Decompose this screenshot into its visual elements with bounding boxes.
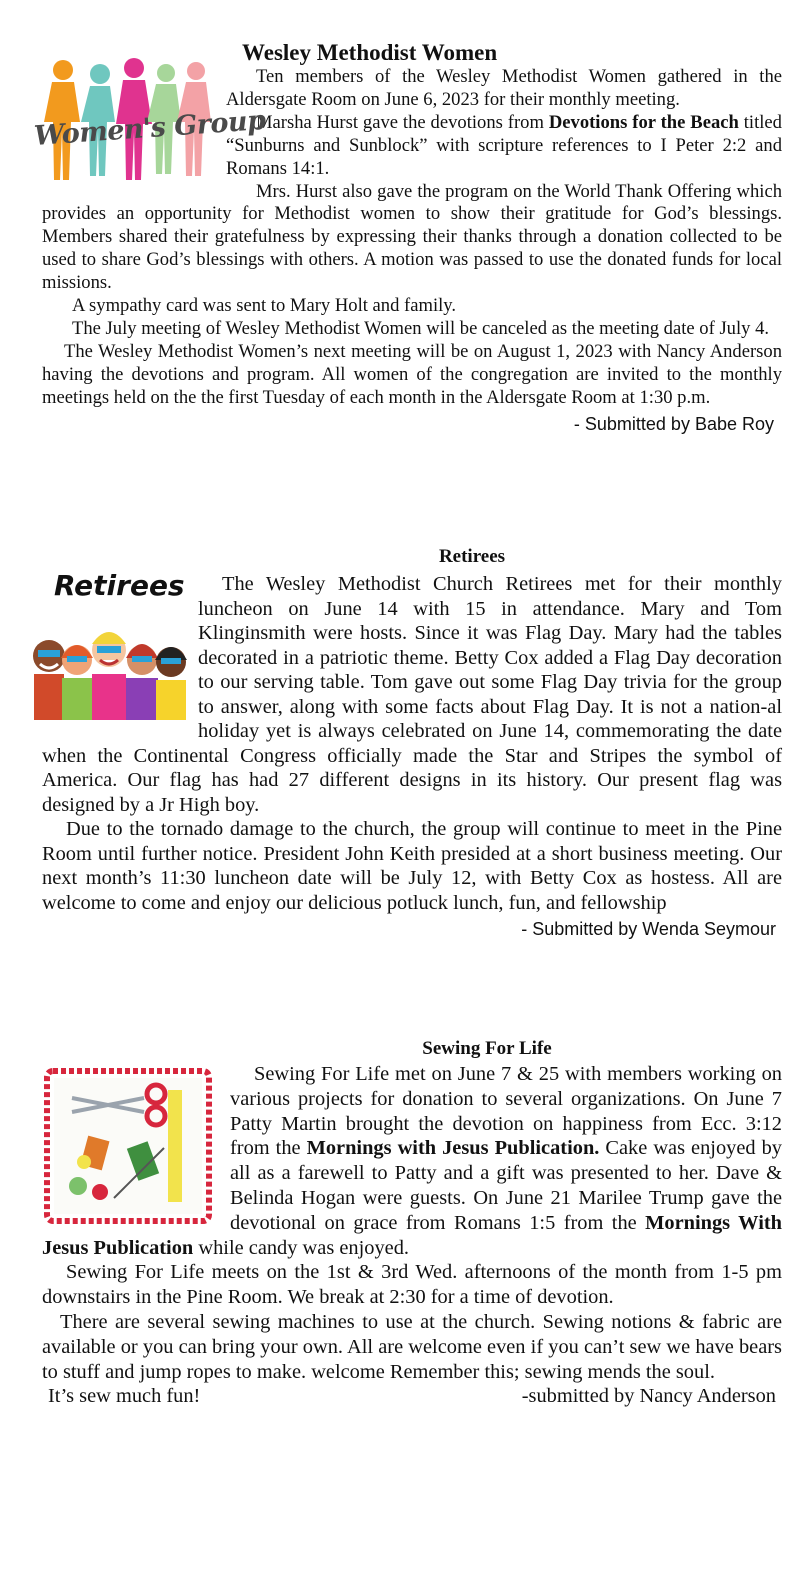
retirees-signature: - Submitted by Wenda Seymour <box>521 919 776 939</box>
retirees-section <box>42 544 782 943</box>
sewing-closing-row <box>42 1384 782 1409</box>
wmw-signature: - Submitted by Babe Roy <box>573 413 774 434</box>
sewing-signature: -submitted by Nancy Anderson <box>521 1385 776 1408</box>
retirees-title: Retirees <box>438 546 506 567</box>
wmw-title: Wesley Methodist Women <box>242 40 498 65</box>
sewing-section <box>42 1036 782 1409</box>
wmw-paragraph-6: The Wesley Methodist Women’s next meeting will be on August 1, 2023 with Nancy Anderson having the devotions and program. All women of the congregation are invited to the monthly meetings held on the the first Tuesday of each month in the Aldersgate Room at 1:30 p.m. <box>42 340 782 408</box>
wmw-section <box>33 40 782 438</box>
sewing-closing: It’s sew much fun! <box>48 1385 201 1408</box>
sewing-paragraph-1: Sewing For Life met on June 7 & 25 with members working on various projects for donation to several organizations. On June 7 Patty Martin brought the devotion on happiness from Ecc. 3:12 from the Mornings with Jesus Publication. Cake was enjoyed by all as a farewell to Patty and a gift was presented to her. Dave & Belinda Hogan were guests. On June 21 Marilee Trump gave the devotional on grace from Romans 1:5 from the Mornings With Jesus Publication while candy was enjoyed. <box>42 1063 783 1259</box>
sewing-notions-icon <box>44 1068 212 1224</box>
wmw-paragraph-1: Ten members of the Wesley Methodist Women gathered in the Aldersgate Room on June 6, 2023 for their monthly meeting. <box>226 66 782 110</box>
sewing-logo <box>44 1068 220 1228</box>
womens-group-logo-text: Women's Group <box>33 104 267 153</box>
retirees-paragraph-2: Due to the tornado damage to the church, the group will continue to meet in the Pine Room until further notice. President John Keith presided at a short business meeting. Our next month’s 11:30 luncheon date will be July 12, with Betty Cox as hostess. All are welcome to come and enjoy our delicious potluck lunch, fun, and fellowship <box>42 818 782 914</box>
retirees-logo-text: Retirees <box>54 569 185 602</box>
sewing-paragraph-2: Sewing For Life meets on the 1st & 3rd Wed. afternoons of the month from 1-5 pm downstairs in the Pine Room. We break at 2:30 for a time of devotion. <box>42 1261 782 1309</box>
wmw-paragraph-5: The July meeting of Wesley Methodist Women will be canceled as the meeting date of July 4. <box>72 317 770 339</box>
wmw-paragraph-3: Mrs. Hurst also gave the program on the World Thank Offering which provides an opportunity for Methodist women to show their gratitude for God’s blessings. Members shared their gratefulness by expressing their thanks through a donation collected to be used to share God’s blessings with others. A motion was passed to use the donated funds for local missions. <box>42 180 782 294</box>
retirees-logo <box>32 569 188 720</box>
wmw-paragraph-4: A sympathy card was sent to Mary Holt and family. <box>72 295 457 317</box>
womens-group-logo <box>30 56 267 192</box>
sewing-title: Sewing For Life <box>422 1038 552 1059</box>
wmw-paragraph-2: Marsha Hurst gave the devotions from Devotions for the Beach titled “Sunburns and Sunblock” with scripture references to I Peter 2:2 and Romans 14:1. <box>226 111 782 179</box>
sewing-paragraph-3: There are several sewing machines to use at the church. Sewing notions & fabric are available or you can bring your own. All are welcome even if you can’t sew we have bears to stuff and jump ropes to make. welcome Remember this; sewing mends the soul. <box>42 1310 782 1383</box>
retirees-paragraph-1: The Wesley Methodist Church Retirees met for their monthly luncheon on June 14 with 15 in attendance. Mary and Tom Klinginsmith were hosts. Since it was Flag Day. Mary had the tables decorated in a patriotic theme. Betty Cox added a Flag Day decoration to our serving table. Tom gave out some Flag Day trivia for the group to answer, along with some facts about Flag Day. It is not a nation-al holiday yet is always celebrated on June 14, commemorating the date when the Continental Congress officially made the Star and Stripes the symbol of America. Our flag has had 27 different designs in its history. Our present flag was designed by a Jr High boy. <box>42 573 782 816</box>
